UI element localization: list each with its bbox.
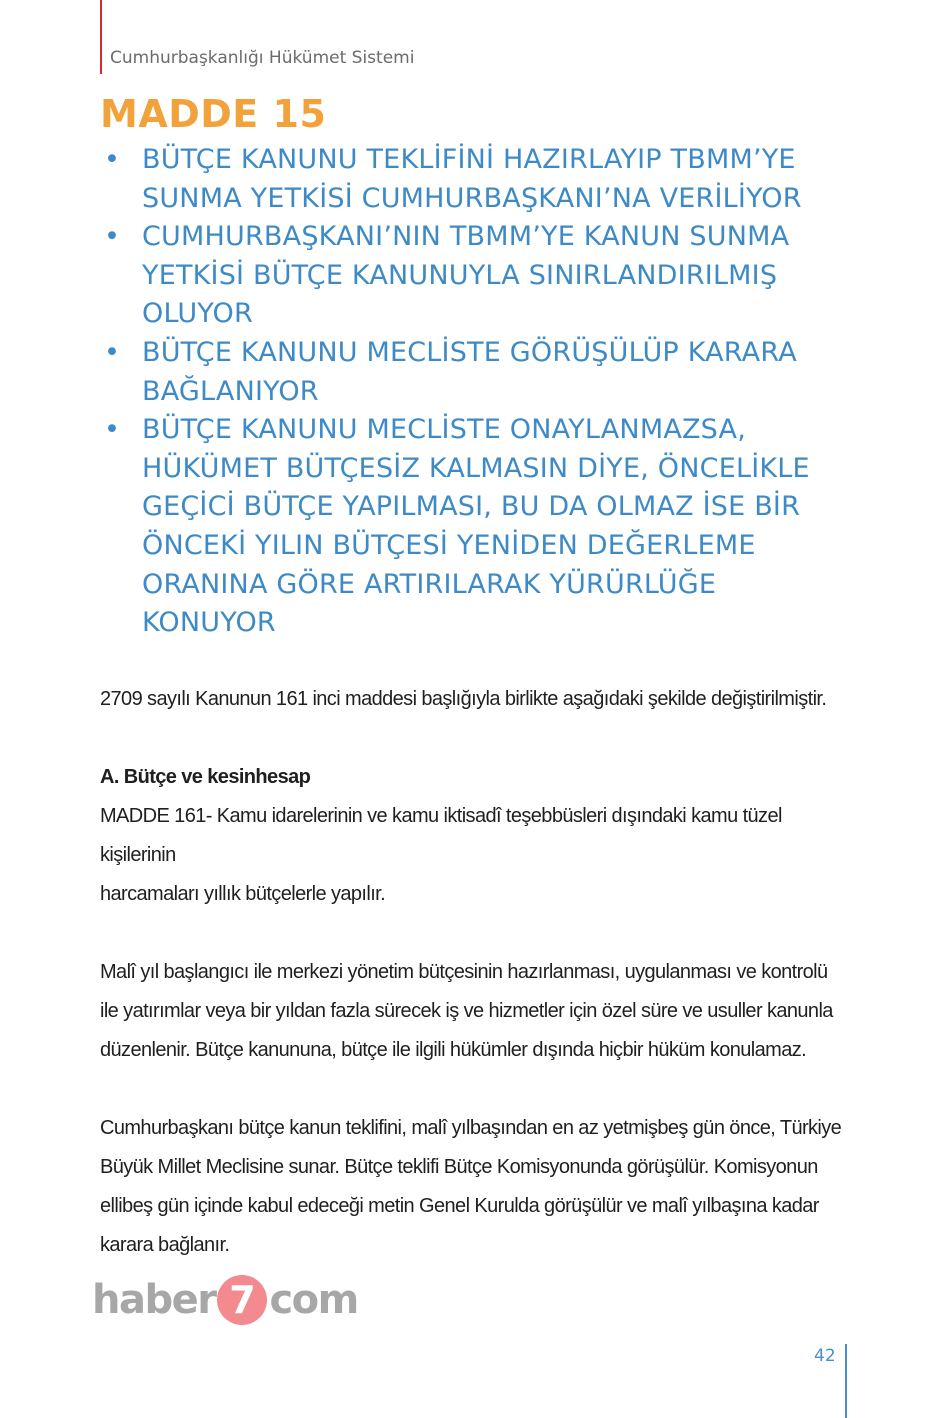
section-subheading: A. Bütçe ve kesinhesap bbox=[100, 766, 311, 788]
bullet-marker: • bbox=[104, 221, 121, 253]
article-title: MADDE 15 bbox=[100, 92, 327, 136]
body-text bbox=[100, 680, 850, 1265]
header-divider bbox=[100, 0, 102, 74]
intro-paragraph: 2709 sayılı Kanunun 161 inci maddesi başlığıyla birlikte aşağıdaki şekilde değiştirilmiştir. bbox=[100, 688, 827, 710]
paragraph: Malî yıl başlangıcı ile merkezi yönetim bütçesinin hazırlanması, uygulanması ve kontrolü ile yatırımlar veya bir yıldan fazla sürecek iş ve hizmetler için özel süre ve usuller kanunla düzenlenir. Bütçe kanununa, bütçe ile ilgili hükümler dışında hiçbir hüküm konulamaz. bbox=[100, 961, 833, 1061]
haber7-logo: haber 7 com bbox=[92, 1277, 358, 1323]
paragraph: Cumhurbaşkanı bütçe kanun teklifini, malî yılbaşından en az yetmişbeş gün önce, Türkiye Büyük Millet Meclisine sunar. Bütçe teklifi Bütçe Komisyonunda görüşülür. Komisyonun ellibeş gün içinde kabul edeceği metin Genel Kurulda görüşülür ve malî yılbaşına kadar karara bağlanır. bbox=[100, 1117, 842, 1256]
paragraph: MADDE 161- Kamu idarelerinin ve kamu iktisadî teşebbüsleri dışındaki kamu tüzel kişilerinin harcamaları yıllık bütçelerle yapılır. bbox=[100, 805, 782, 905]
bullet-marker: • bbox=[104, 144, 121, 175]
footer-divider bbox=[845, 1344, 847, 1418]
page-number: 42 bbox=[814, 1346, 836, 1366]
bullet-list bbox=[100, 141, 860, 643]
bullet-item: • BÜTÇE KANUNU MECLİSTE ONAYLANMAZSA, HÜKÜMET BÜTÇESİZ KALMASIN DİYE, ÖNCELİKLE GEÇİCİ BÜTÇE YAPILMASI, BU DA OLMAZ İSE BİR ÖNCEKİ YILIN BÜTÇESİ YENİDEN DEĞERLEME ORANINA GÖRE ARTIRILARAK YÜRÜRLÜĞE KONUYOR bbox=[100, 411, 860, 643]
bullet-marker: • bbox=[104, 414, 121, 446]
bullet-item: • CUMHURBAŞKANI’NIN TBMM’YE KANUN SUNMA YETKİSİ BÜTÇE KANUNUYLA SINIRLANDIRILMIŞ OLUYOR bbox=[100, 218, 860, 334]
bullet-item: • BÜTÇE KANUNU TEKLİFİNİ HAZIRLAYIP TBMM’YE SUNMA YETKİSİ CUMHURBAŞKANI’NA VERİLİYOR bbox=[100, 141, 860, 218]
logo-seven-badge: 7 bbox=[217, 1275, 267, 1325]
bullet-marker: • bbox=[104, 336, 121, 368]
bullet-item: • BÜTÇE KANUNU MECLİSTE GÖRÜŞÜLÜP KARARA BAĞLANIYOR bbox=[100, 334, 860, 411]
running-header: Cumhurbaşkanlığı Hükümet Sistemi bbox=[110, 48, 415, 68]
